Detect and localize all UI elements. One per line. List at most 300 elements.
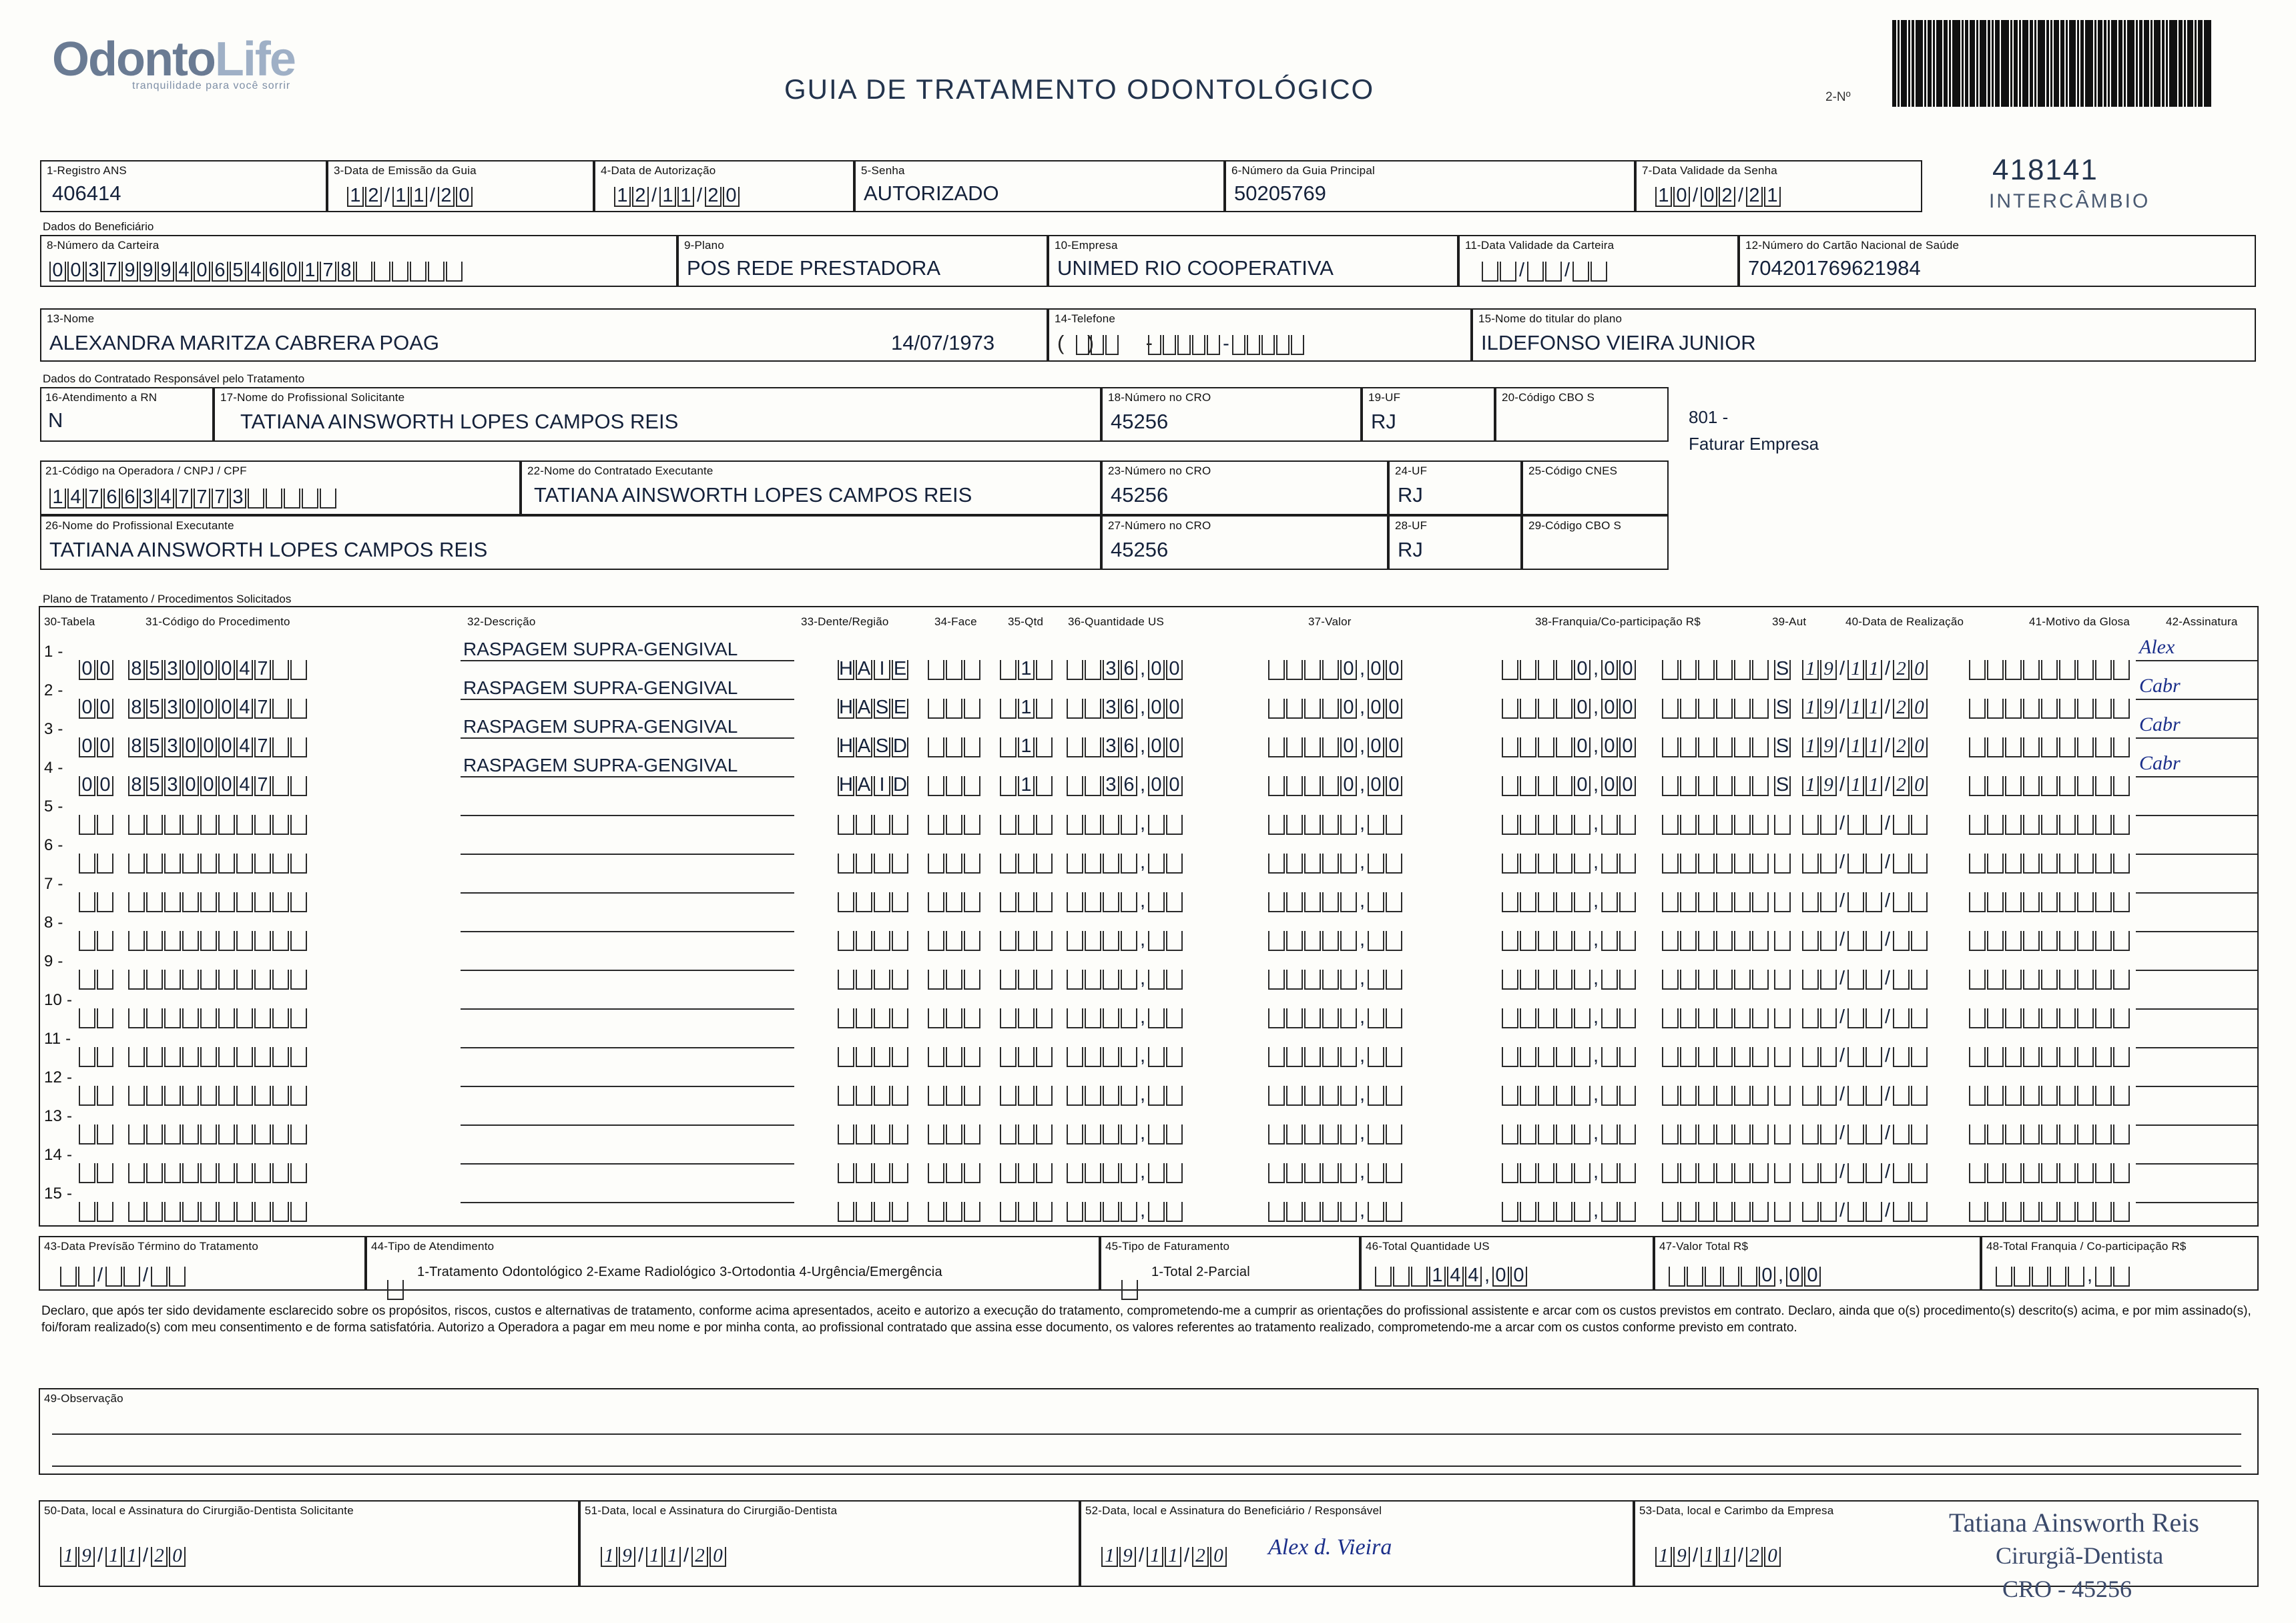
cell-franquia[interactable]: 0 , 0 0: [1502, 660, 1637, 680]
cell-face[interactable]: [928, 737, 982, 757]
col-header-32: 32-Descrição: [467, 615, 536, 628]
cell-dente-regiao[interactable]: [838, 1047, 910, 1067]
cell-descricao-line: [461, 1124, 794, 1126]
value-data-emissao: 1 2 / 1 1 / 2 0: [347, 187, 474, 207]
cell-dente-regiao[interactable]: [838, 1008, 910, 1028]
cell-quantidade-us[interactable]: ,: [1067, 931, 1184, 951]
cell-data-realizacao[interactable]: / /: [1802, 1008, 1929, 1028]
cell-valor[interactable]: ,: [1268, 1163, 1404, 1183]
cell-tabela[interactable]: [79, 1163, 115, 1183]
cell-valor[interactable]: 0 , 0 0: [1268, 776, 1404, 796]
cell-codigo-procedimento[interactable]: 8 5 3 0 0 0 4 7: [128, 660, 308, 680]
cell-tabela[interactable]: [79, 815, 115, 835]
cell-assinatura-line[interactable]: [2136, 1202, 2257, 1203]
cell-assinatura-line[interactable]: [2136, 931, 2257, 932]
row-index: 12 -: [44, 1068, 73, 1086]
cell-motivo-glosa[interactable]: [1969, 776, 2131, 796]
cell-tabela[interactable]: [79, 1202, 115, 1222]
cell-qtd[interactable]: [1000, 931, 1054, 951]
cell-dente-regiao[interactable]: [838, 931, 910, 951]
label-data-autorizacao: 4-Data de Autorização: [601, 164, 716, 177]
cell-data-realizacao[interactable]: / /: [1802, 931, 1929, 951]
cell-franquia[interactable]: ,: [1502, 931, 1637, 951]
cell-quantidade-us[interactable]: 3 6 , 0 0: [1067, 660, 1184, 680]
cell-quantidade-us[interactable]: ,: [1067, 1124, 1184, 1145]
value-cro-23: 45256: [1111, 483, 1169, 507]
observacao-line-1: [52, 1433, 2241, 1435]
cell-aut[interactable]: [1774, 892, 1792, 912]
value-guia-principal: 50205769: [1234, 182, 1326, 205]
cell-descricao-line: [461, 892, 794, 894]
cell-tabela[interactable]: [79, 1124, 115, 1145]
cell-motivo-glosa[interactable]: [1969, 1124, 2131, 1145]
cell-valor[interactable]: ,: [1268, 1047, 1404, 1067]
cell-dente-regiao[interactable]: H A S D: [838, 737, 910, 757]
cell-codigo-procedimento[interactable]: [128, 1086, 308, 1106]
cell-face[interactable]: [928, 1047, 982, 1067]
col-header-42: 42-Assinatura: [2166, 615, 2238, 628]
cell-data-realizacao[interactable]: / /: [1802, 815, 1929, 835]
cell-face[interactable]: [928, 1202, 982, 1222]
cell-qtd[interactable]: 1: [1000, 699, 1054, 719]
cell-franquia[interactable]: ,: [1502, 970, 1637, 990]
stamp-name: Tatiana Ainsworth Reis: [1949, 1508, 2199, 1538]
cell-franquia-extra[interactable]: [1662, 931, 1770, 951]
cell-assinatura-line[interactable]: [2136, 1086, 2257, 1087]
value-atendimento-rn: N: [48, 408, 63, 432]
label-previsao-termino: 43-Data Prevísão Término do Tratamento: [44, 1240, 258, 1253]
cell-franquia-extra[interactable]: [1662, 1124, 1770, 1145]
cell-quantidade-us[interactable]: 3 6 , 0 0: [1067, 776, 1184, 796]
cell-assinatura-line[interactable]: [2136, 970, 2257, 971]
cell-dente-regiao[interactable]: [838, 1202, 910, 1222]
cell-codigo-procedimento[interactable]: [128, 892, 308, 912]
cell-franquia[interactable]: ,: [1502, 1124, 1637, 1145]
value-empresa: UNIMED RIO COOPERATIVA: [1057, 256, 1334, 280]
cell-face[interactable]: [928, 1163, 982, 1183]
cell-descricao-line: [461, 1008, 794, 1010]
cell-face[interactable]: [928, 660, 982, 680]
cell-valor[interactable]: 0 , 0 0: [1268, 737, 1404, 757]
cell-valor[interactable]: ,: [1268, 1008, 1404, 1028]
cell-assinatura-line[interactable]: [2136, 854, 2257, 855]
cell-dente-regiao[interactable]: [838, 970, 910, 990]
cell-assinatura-scrawl: Cabr: [2139, 713, 2181, 735]
cell-quantidade-us[interactable]: ,: [1067, 1047, 1184, 1067]
cell-codigo-procedimento[interactable]: [128, 815, 308, 835]
cell-assinatura-line[interactable]: [2136, 737, 2257, 739]
value-data-dentista: 1 9 / 1 1 / 2 0: [601, 1547, 728, 1567]
label-observacao: 49-Observação: [44, 1392, 123, 1405]
cell-codigo-procedimento[interactable]: [128, 1163, 308, 1183]
row-index: 1 -: [44, 643, 63, 661]
cell-face[interactable]: [928, 970, 982, 990]
cell-data-realizacao[interactable]: / /: [1802, 1124, 1929, 1145]
cell-descricao-line: [461, 815, 794, 816]
col-header-31: 31-Código do Procedimento: [146, 615, 290, 628]
value-data-autorizacao: 1 2 / 1 1 / 2 0: [614, 187, 741, 207]
cell-assinatura-line[interactable]: [2136, 892, 2257, 894]
cell-motivo-glosa[interactable]: [1969, 699, 2131, 719]
cell-data-realizacao[interactable]: / /: [1802, 854, 1929, 874]
col-header-40: 40-Data de Realização: [1845, 615, 1964, 628]
options-tipo-atendimento: 1-Tratamento Odontológico 2-Exame Radiológico 3-Ortodontia 4-Urgência/Emergência: [417, 1265, 942, 1279]
cell-qtd[interactable]: [1000, 1124, 1054, 1145]
cell-face[interactable]: [928, 931, 982, 951]
value-uf-24: RJ: [1398, 483, 1423, 507]
cell-codigo-procedimento[interactable]: [128, 970, 308, 990]
cell-codigo-procedimento[interactable]: 8 5 3 0 0 0 4 7: [128, 737, 308, 757]
cell-face[interactable]: [928, 1124, 982, 1145]
value-titular-plano: ILDEFONSO VIEIRA JUNIOR: [1481, 331, 1756, 354]
cell-tabela[interactable]: [79, 892, 115, 912]
label-assinatura-beneficiario: 52-Data, local e Assinatura do Beneficiário / Responsável: [1085, 1504, 1382, 1517]
field-observacao[interactable]: [39, 1388, 2259, 1475]
value-codigo-operadora: 1 4 7 6 6 3 4 7 7 7 3: [49, 489, 338, 509]
cell-valor[interactable]: ,: [1268, 1124, 1404, 1145]
row-index: 5 -: [44, 797, 63, 816]
cell-quantidade-us[interactable]: ,: [1067, 1163, 1184, 1183]
cell-franquia[interactable]: ,: [1502, 1202, 1637, 1222]
cell-descricao: RASPAGEM SUPRA-GENGIVAL: [463, 755, 738, 775]
cell-codigo-procedimento[interactable]: [128, 931, 308, 951]
cell-franquia[interactable]: ,: [1502, 1086, 1637, 1106]
cell-franquia[interactable]: ,: [1502, 1163, 1637, 1183]
cell-descricao: RASPAGEM SUPRA-GENGIVAL: [463, 639, 738, 659]
cell-valor[interactable]: 0 , 0 0: [1268, 699, 1404, 719]
cell-valor[interactable]: ,: [1268, 970, 1404, 990]
cell-face[interactable]: [928, 1008, 982, 1028]
cell-quantidade-us[interactable]: ,: [1067, 1202, 1184, 1222]
cell-codigo-procedimento[interactable]: 8 5 3 0 0 0 4 7: [128, 699, 308, 719]
cell-dente-regiao[interactable]: [838, 1124, 910, 1145]
cell-qtd[interactable]: [1000, 1202, 1054, 1222]
cell-data-realizacao[interactable]: / /: [1802, 1047, 1929, 1067]
cell-assinatura-line[interactable]: [2136, 1124, 2257, 1126]
cell-qtd[interactable]: 1: [1000, 737, 1054, 757]
value-birthdate: 14/07/1973: [891, 331, 995, 354]
cell-franquia[interactable]: ,: [1502, 1008, 1637, 1028]
row-index: 10 -: [44, 991, 73, 1009]
col-header-38: 38-Franquia/Co-participação R$: [1535, 615, 1701, 628]
cell-tabela[interactable]: [79, 970, 115, 990]
cell-qtd[interactable]: [1000, 892, 1054, 912]
cell-face[interactable]: [928, 892, 982, 912]
cell-face[interactable]: [928, 776, 982, 796]
cell-descricao-line: [461, 776, 794, 777]
cell-tabela[interactable]: [79, 854, 115, 874]
cell-assinatura-line[interactable]: [2136, 1008, 2257, 1010]
observacao-line-2: [52, 1466, 2241, 1467]
value-nome-beneficiario: ALEXANDRA MARITZA CABRERA POAG: [49, 331, 439, 354]
cell-qtd[interactable]: [1000, 1163, 1054, 1183]
cell-data-realizacao[interactable]: 1 9 / 1 1 / 2 0: [1802, 660, 1929, 680]
cell-qtd[interactable]: [1000, 1086, 1054, 1106]
cell-tabela[interactable]: 0 0: [79, 660, 115, 680]
cell-quantidade-us[interactable]: ,: [1067, 1008, 1184, 1028]
cell-descricao-line: [461, 970, 794, 971]
cell-aut[interactable]: [1774, 1202, 1792, 1222]
cell-quantidade-us[interactable]: 3 6 , 0 0: [1067, 699, 1184, 719]
beneficiary-signature-scrawl: Alex d. Vieira: [1268, 1535, 1392, 1560]
cell-dente-regiao[interactable]: [838, 1086, 910, 1106]
label-titular-plano: 15-Nome do titular do plano: [1478, 312, 1623, 325]
row-index: 11 -: [44, 1030, 71, 1048]
cell-valor[interactable]: ,: [1268, 931, 1404, 951]
value-senha: AUTORIZADO: [864, 182, 999, 205]
label-total-franquia: 48-Total Franquia / Co-participação R$: [1986, 1240, 2187, 1253]
cell-descricao-line: [461, 1202, 794, 1203]
cell-franquia[interactable]: 0 , 0 0: [1502, 776, 1637, 796]
cell-aut[interactable]: [1774, 1124, 1792, 1145]
cell-aut[interactable]: S: [1774, 660, 1792, 680]
cell-quantidade-us[interactable]: ,: [1067, 1086, 1184, 1106]
cell-motivo-glosa[interactable]: [1969, 1047, 2131, 1067]
page-title: GUIA DE TRATAMENTO ODONTOLÓGICO: [784, 73, 1375, 105]
cell-codigo-procedimento[interactable]: [128, 1124, 308, 1145]
cell-face[interactable]: [928, 699, 982, 719]
value-data-beneficiario: 1 9 / 1 1 / 2 0: [1101, 1547, 1228, 1567]
label-cns: 12-Número do Cartão Nacional de Saúde: [1745, 239, 1960, 252]
cell-assinatura-line[interactable]: [2136, 776, 2257, 777]
cell-assinatura-line[interactable]: [2136, 815, 2257, 816]
cell-assinatura-line[interactable]: [2136, 1047, 2257, 1048]
logo-tagline: tranquilidade para você sorrir: [132, 80, 291, 91]
cell-assinatura-scrawl: Cabr: [2139, 675, 2181, 697]
row-index: 7 -: [44, 875, 63, 893]
col-header-34: 34-Face: [934, 615, 977, 628]
cell-valor[interactable]: 0 , 0 0: [1268, 660, 1404, 680]
cell-data-realizacao[interactable]: / /: [1802, 892, 1929, 912]
label-uf-24: 24-UF: [1395, 464, 1428, 477]
cell-motivo-glosa[interactable]: [1969, 1086, 2131, 1106]
label-assinatura-solicitante: 50-Data, local e Assinatura do Cirurgião-Dentista Solicitante: [44, 1504, 354, 1517]
cell-motivo-glosa[interactable]: [1969, 1202, 2131, 1222]
label-profissional-solicitante: 17-Nome do Profissional Solicitante: [220, 391, 405, 404]
cell-dente-regiao[interactable]: H A I E: [838, 660, 910, 680]
cell-franquia[interactable]: ,: [1502, 892, 1637, 912]
logo-main-text: Odonto: [52, 33, 215, 86]
cell-tabela[interactable]: [79, 1047, 115, 1067]
declaration-text: Declaro, que após ter sido devidamente esclarecido sobre os propósitos, riscos, custos e alternativas de tratamento, conforme acima apresentados, aceito e autorizo a execução do tratamento, comprometendo-me a cumprir as orientações do profissional assistente e arcar com os custos previstos em contrato. Declaro, ainda que o(s) procedimento(s) descrito(s) acima, e por mim assinado(s), foi/foram realizado(s) com meu consentimento e de forma satisfatória. Autorizo a Operadora a pagar em meu nome e por minha conta, ao profissional contratado que assina esse documento, os valores referentes ao tratamento realizado, comprometendo-me a arcar com os custos conforme previsto em contrato.: [41, 1304, 2251, 1335]
col-header-33: 33-Dente/Região: [801, 615, 889, 628]
cell-qtd[interactable]: [1000, 970, 1054, 990]
cell-face[interactable]: [928, 1086, 982, 1106]
label-contratado-executante: 22-Nome do Contratado Executante: [527, 464, 713, 477]
section-label-procedimentos: Plano de Tratamento / Procedimentos Solicitados: [43, 593, 292, 605]
value-contratado-executante: TATIANA AINSWORTH LOPES CAMPOS REIS: [534, 483, 972, 507]
value-registro-ans: 406414: [52, 182, 121, 205]
cell-qtd[interactable]: 1: [1000, 660, 1054, 680]
cell-descricao-line: [461, 1086, 794, 1087]
cell-quantidade-us[interactable]: ,: [1067, 892, 1184, 912]
cell-franquia-extra[interactable]: [1662, 1008, 1770, 1028]
cell-valor[interactable]: ,: [1268, 815, 1404, 835]
label-cbos-29: 29-Código CBO S: [1528, 519, 1622, 532]
cell-assinatura-line[interactable]: [2136, 1163, 2257, 1165]
col-header-37: 37-Valor: [1308, 615, 1352, 628]
cell-aut[interactable]: [1774, 854, 1792, 874]
cell-codigo-procedimento[interactable]: [128, 1202, 308, 1222]
side-note-text: Faturar Empresa: [1689, 434, 1819, 454]
cell-aut[interactable]: [1774, 1163, 1792, 1183]
cell-aut[interactable]: [1774, 931, 1792, 951]
cell-tabela[interactable]: 0 0: [79, 699, 115, 719]
cell-franquia-extra[interactable]: [1662, 699, 1770, 719]
col-header-30: 30-Tabela: [44, 615, 95, 628]
cell-franquia[interactable]: ,: [1502, 854, 1637, 874]
cell-franquia-extra[interactable]: [1662, 737, 1770, 757]
section-label-contratado: Dados do Contratado Responsável pelo Tratamento: [43, 372, 305, 385]
cell-valor[interactable]: ,: [1268, 892, 1404, 912]
cell-aut[interactable]: [1774, 970, 1792, 990]
cell-descricao-line: [461, 1047, 794, 1048]
cell-valor[interactable]: ,: [1268, 1086, 1404, 1106]
value-cro-27: 45256: [1111, 538, 1169, 561]
cell-quantidade-us[interactable]: 3 6 , 0 0: [1067, 737, 1184, 757]
cell-dente-regiao[interactable]: [838, 892, 910, 912]
cell-quantidade-us[interactable]: ,: [1067, 815, 1184, 835]
exchange-label: INTERCÂMBIO: [1989, 190, 2150, 212]
label-cro-23: 23-Número no CRO: [1108, 464, 1211, 477]
cell-dente-regiao[interactable]: [838, 815, 910, 835]
cell-codigo-procedimento[interactable]: [128, 854, 308, 874]
col-header-39: 39-Aut: [1772, 615, 1807, 628]
cell-data-realizacao[interactable]: 1 9 / 1 1 / 2 0: [1802, 699, 1929, 719]
cell-assinatura-scrawl: Cabr: [2139, 752, 2181, 774]
cell-tabela[interactable]: [79, 931, 115, 951]
cell-motivo-glosa[interactable]: [1969, 1008, 2131, 1028]
cell-assinatura-line[interactable]: [2136, 660, 2257, 661]
cell-motivo-glosa[interactable]: [1969, 1163, 2131, 1183]
label-tipo-atendimento: 44-Tipo de Atendimento: [371, 1240, 495, 1253]
cell-franquia[interactable]: 0 , 0 0: [1502, 699, 1637, 719]
cell-franquia-extra[interactable]: [1662, 815, 1770, 835]
cell-motivo-glosa[interactable]: [1969, 892, 2131, 912]
cell-motivo-glosa[interactable]: [1969, 931, 2131, 951]
cell-motivo-glosa[interactable]: [1969, 737, 2131, 757]
cell-qtd[interactable]: 1: [1000, 776, 1054, 796]
value-plano: POS REDE PRESTADORA: [687, 256, 941, 280]
cell-dente-regiao[interactable]: H A S E: [838, 699, 910, 719]
value-data-empresa: 1 9 / 1 1 / 2 0: [1655, 1547, 1782, 1567]
cell-codigo-procedimento[interactable]: 8 5 3 0 0 0 4 7: [128, 776, 308, 796]
cell-valor[interactable]: ,: [1268, 1202, 1404, 1222]
cell-codigo-procedimento[interactable]: [128, 1008, 308, 1028]
cell-motivo-glosa[interactable]: [1969, 854, 2131, 874]
cell-aut[interactable]: S: [1774, 737, 1792, 757]
row-index: 13 -: [44, 1107, 73, 1125]
cell-quantidade-us[interactable]: ,: [1067, 970, 1184, 990]
col-header-36: 36-Quantidade US: [1068, 615, 1165, 628]
cell-qtd[interactable]: [1000, 854, 1054, 874]
label-total-us: 46-Total Quantidade US: [1366, 1240, 1490, 1253]
cell-motivo-glosa[interactable]: [1969, 660, 2131, 680]
label-uf-19: 19-UF: [1368, 391, 1401, 404]
label-guia-principal: 6-Número da Guia Principal: [1231, 164, 1375, 177]
cell-franquia[interactable]: 0 , 0 0: [1502, 737, 1637, 757]
cell-motivo-glosa[interactable]: [1969, 815, 2131, 835]
logo-accent-text: Life: [214, 33, 295, 86]
cell-data-realizacao[interactable]: 1 9 / 1 1 / 2 0: [1802, 776, 1929, 796]
cell-descricao-line: [461, 854, 794, 855]
cell-qtd[interactable]: [1000, 1008, 1054, 1028]
cell-franquia-extra[interactable]: [1662, 892, 1770, 912]
cell-data-realizacao[interactable]: / /: [1802, 1163, 1929, 1183]
cell-data-realizacao[interactable]: / /: [1802, 970, 1929, 990]
cell-franquia-extra[interactable]: [1662, 1163, 1770, 1183]
cell-aut[interactable]: S: [1774, 699, 1792, 719]
barcode-number-label: 2-Nº: [1825, 90, 1851, 104]
cell-aut[interactable]: [1774, 1086, 1792, 1106]
cell-data-realizacao[interactable]: 1 9 / 1 1 / 2 0: [1802, 737, 1929, 757]
label-validade-carteira: 11-Data Validade da Carteira: [1465, 239, 1615, 252]
cell-descricao-line: [461, 660, 794, 661]
cell-motivo-glosa[interactable]: [1969, 970, 2131, 990]
cell-data-realizacao[interactable]: / /: [1802, 1086, 1929, 1106]
cell-valor[interactable]: ,: [1268, 854, 1404, 874]
cell-tabela[interactable]: [79, 1086, 115, 1106]
cell-aut[interactable]: [1774, 815, 1792, 835]
cell-data-realizacao[interactable]: / /: [1802, 1202, 1929, 1222]
cell-qtd[interactable]: [1000, 1047, 1054, 1067]
value-numero-carteira: 0 0 3 7 9 9 9 4 0 6 5 4 6 0 1 7 8: [49, 262, 464, 282]
cell-aut[interactable]: [1774, 1047, 1792, 1067]
value-cns: 704201769621984: [1748, 256, 1921, 280]
cell-dente-regiao[interactable]: [838, 854, 910, 874]
value-uf-19: RJ: [1371, 410, 1396, 433]
label-assinatura-dentista: 51-Data, local e Assinatura do Cirurgião-Dentista: [585, 1504, 838, 1517]
cell-franquia-extra[interactable]: [1662, 1086, 1770, 1106]
cell-franquia[interactable]: ,: [1502, 1047, 1637, 1067]
cell-assinatura-line[interactable]: [2136, 699, 2257, 700]
cell-aut[interactable]: S: [1774, 776, 1792, 796]
cell-tabela[interactable]: 0 0: [79, 776, 115, 796]
cell-quantidade-us[interactable]: ,: [1067, 854, 1184, 874]
value-telefone: ( ) -: [1057, 331, 1153, 354]
odontolife-logo: [52, 32, 295, 92]
row-index: 8 -: [44, 914, 63, 932]
label-valor-total: 47-Valor Total R$: [1659, 1240, 1749, 1253]
cell-codigo-procedimento[interactable]: [128, 1047, 308, 1067]
label-numero-carteira: 8-Número da Carteira: [47, 239, 160, 252]
label-telefone: 14-Telefone: [1055, 312, 1116, 325]
cell-franquia-extra[interactable]: [1662, 1202, 1770, 1222]
cell-dente-regiao[interactable]: [838, 1163, 910, 1183]
cell-tabela[interactable]: [79, 1008, 115, 1028]
value-valor-total: 0 , 0 0: [1669, 1267, 1822, 1287]
cell-dente-regiao[interactable]: H A I D: [838, 776, 910, 796]
cell-franquia-extra[interactable]: [1662, 970, 1770, 990]
cell-franquia[interactable]: ,: [1502, 815, 1637, 835]
cell-franquia-extra[interactable]: [1662, 854, 1770, 874]
cell-franquia-extra[interactable]: [1662, 1047, 1770, 1067]
cell-descricao: RASPAGEM SUPRA-GENGIVAL: [463, 716, 738, 737]
label-plano: 9-Plano: [684, 239, 724, 252]
label-data-emissao: 3-Data de Emissão da Guia: [334, 164, 477, 177]
cell-face[interactable]: [928, 854, 982, 874]
cell-qtd[interactable]: [1000, 815, 1054, 835]
label-profissional-executante: 26-Nome do Profissional Executante: [45, 519, 234, 532]
cell-tabela[interactable]: 0 0: [79, 737, 115, 757]
stamp-cro: CRO - 45256: [2002, 1576, 2132, 1602]
row-index: 4 -: [44, 759, 63, 777]
cell-aut[interactable]: [1774, 1008, 1792, 1028]
cell-franquia-extra[interactable]: [1662, 660, 1770, 680]
cell-face[interactable]: [928, 815, 982, 835]
cell-descricao-line: [461, 737, 794, 739]
cell-franquia-extra[interactable]: [1662, 776, 1770, 796]
